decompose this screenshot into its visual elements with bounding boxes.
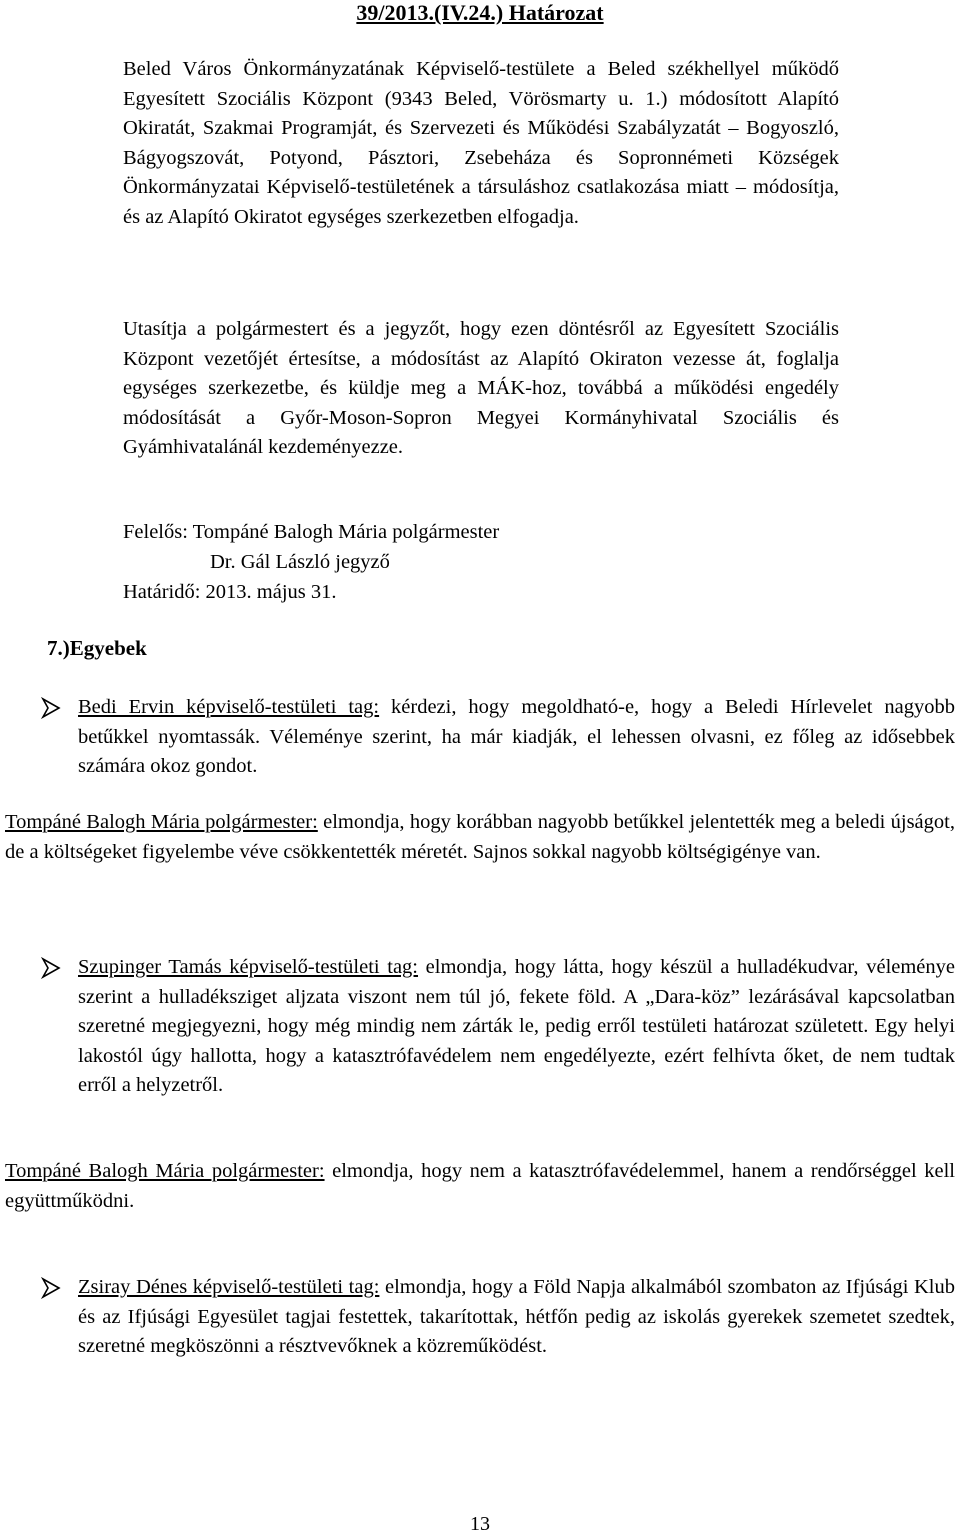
statement-mayor-2 (5, 1157, 955, 1216)
speaker-name: Bedi Ervin képviselő-testületi tag: (78, 696, 380, 718)
statement-text: kérdezi, hogy megoldható-e, hogy a Beledi Hírlevelet nagyobb betűkkel nyomtassák. Véleménye szerint, ha már kiadják, el lehessen olvasni, ez főleg az idősebbek számára okoz gondot. (78, 696, 955, 777)
page-title: 39/2013.(IV.24.) Határozat (356, 0, 604, 25)
resolution-paragraph-1: Beled Város Önkormányzatának Képviselő-testülete a Beled székhellyel működő Egyesített Szociális Központ (9343 Beled, Vörösmarty u. 1.) módosított Alapító Okiratát, Szakmai Programját, és Szervezeti és Működési Szabályzatát – Bogyoszló, Bágyogszovát, Potyond, Pásztori, Zsebeháza és Sopronnémeti Községek Önkormányzatai Képviselő-testületének a társuláshoz csatlakozása miatt – módosítja, és az Alapító Okiratot egységes szerkezetben elfogadja. (123, 58, 839, 228)
speaker-name: Tompáné Balogh Mária polgármester: (5, 1160, 325, 1182)
speaker-name: Zsiray Dénes képviselő-testületi tag: (78, 1276, 380, 1298)
arrow-bullet-icon (40, 697, 62, 719)
responsible-person-line: Felelős: Tompáné Balogh Mária polgármester (123, 521, 500, 543)
responsible-person-line-2: Dr. Gál László jegyző (210, 551, 390, 573)
statement-mayor-1 (5, 808, 955, 867)
arrow-bullet-icon (40, 1277, 62, 1299)
bullet-text (78, 1273, 955, 1362)
speaker-name: Szupinger Tamás képviselő-testületi tag: (78, 956, 419, 978)
section-heading: 7.)Egyebek (47, 636, 147, 660)
statement-text: elmondja, hogy korábban nagyobb betűkkel jelentették meg a beledi újságot, de a költségeket figyelembe véve csökkentették méretét. Sajnos sokkal nagyobb költségigénye van. (5, 811, 955, 863)
arrow-bullet-icon (40, 957, 62, 979)
statement-text: elmondja, hogy látta, hogy készül a hulladékudvar, véleménye szerint a hulladéksziget aljzata viszont nem túl jó, fekete föld. A „Dara-köz” lezárásával kapcsolatban szeretné megjegyezni, hogy még mindig nem zárták le, pedig erről testületi határozat született. Egy helyi lakostól úgy hallotta, hogy a katasztrófavédelem nem engedélyezte, ezért felhívta őket, de nem tudtak erről a helyzetről. (78, 956, 956, 1096)
resolution-paragraph-2: Utasítja a polgármestert és a jegyzőt, hogy ezen döntésről az Egyesített Szociális Központ vezetőjét értesítse, a módosítást az Alapító Okiraton vezesse át, foglalja egységes szerkezetbe, és küldje meg a MÁK-hoz, továbbá a működési engedély módosítását a Győr-Moson-Sopron Megyei Kormányhivatal Szociális és Gyámhivatalánál kezdeményezze. (123, 318, 839, 458)
bullet-text (78, 953, 955, 1101)
statement-text: elmondja, hogy a Föld Napja alkalmából szombaton az Ifjúsági Klub és az Ifjúsági Egyesület tagjai festettek, takarítottak, hétfőn pedig az iskolás gyerekek szemetet szedtek, szeretné megköszönni a résztvevőknek a közreműködést. (78, 1276, 955, 1357)
deadline-line: Határidő: 2013. május 31. (123, 581, 337, 603)
statement-text: elmondja, hogy nem a katasztrófavédelemmel, hanem a rendőrséggel kell együttműködni. (5, 1160, 955, 1212)
speaker-name: Tompáné Balogh Mária polgármester: (5, 811, 318, 833)
page-number: 13 (470, 1513, 490, 1535)
bullet-text (78, 693, 955, 782)
